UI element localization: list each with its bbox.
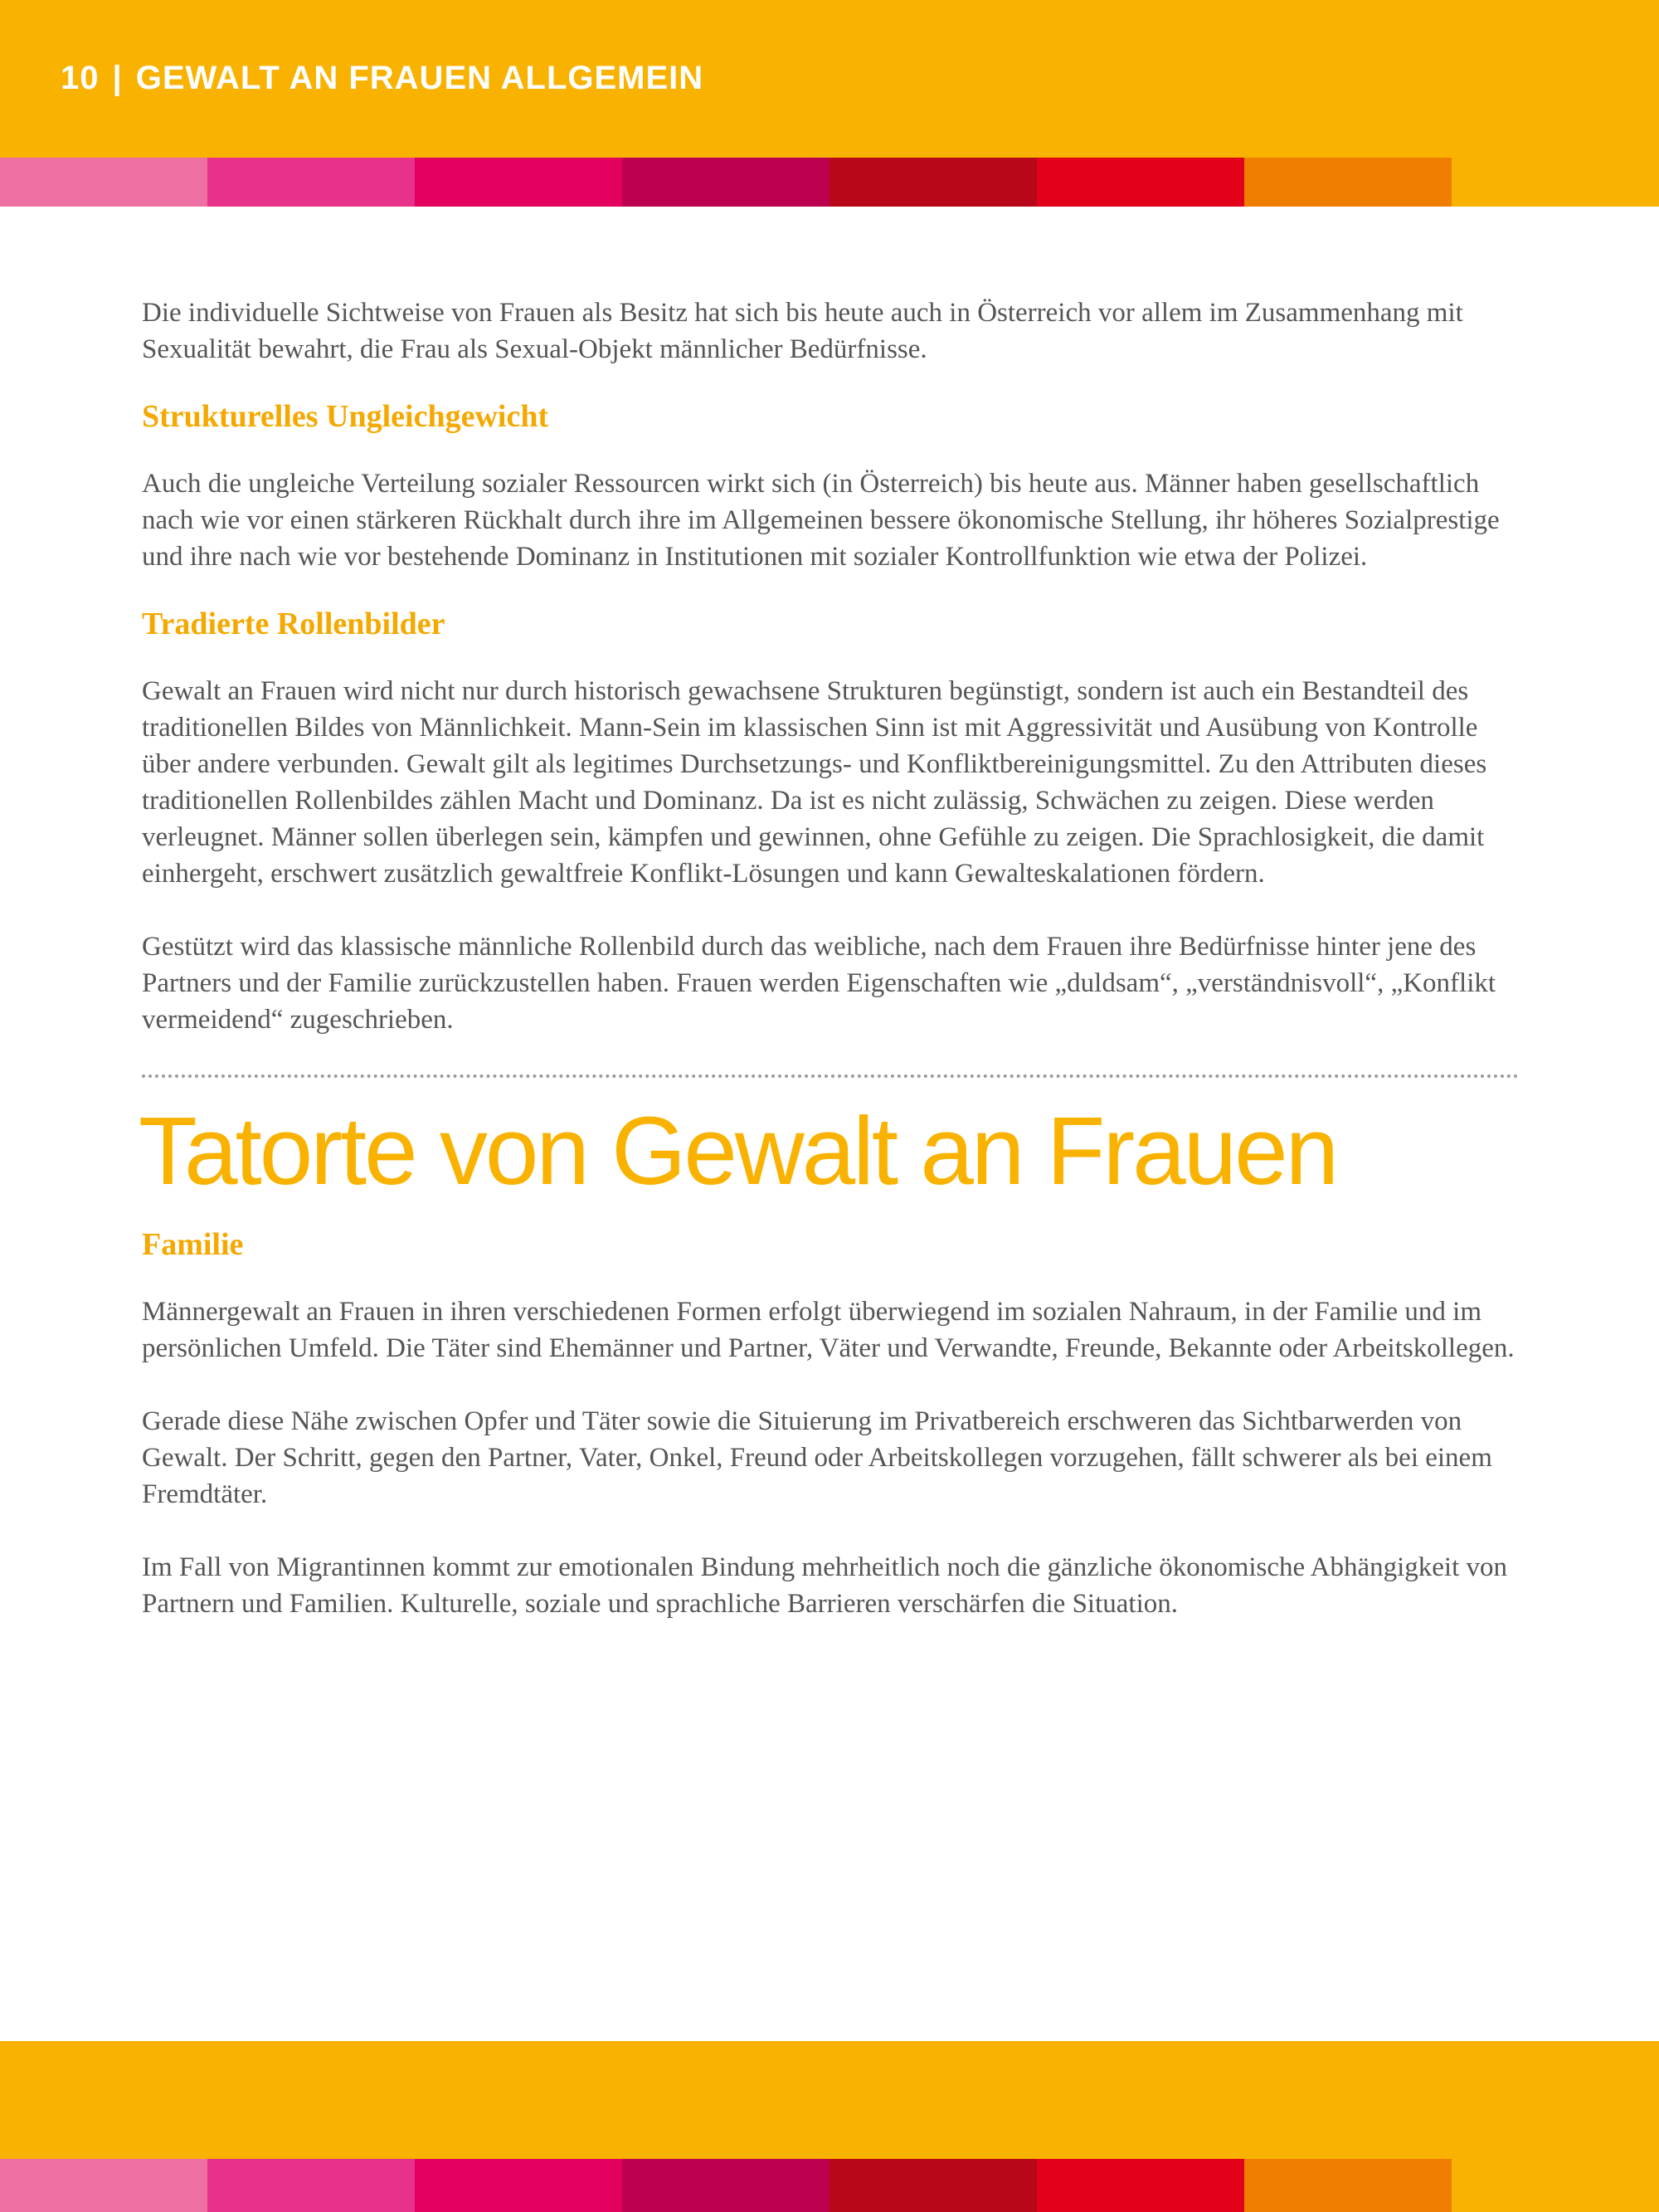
stripe-7 bbox=[1244, 2159, 1452, 2212]
stripe-2 bbox=[207, 2159, 415, 2212]
paragraph-familie-3: Im Fall von Migrantinnen kommt zur emotionalen Bindung mehrheitlich noch die gänzliche ökonomische Abhängigkeit von Partnern und Familien. Kulturelle, soziale und sprachliche Barrieren verschärfen die Situation. bbox=[142, 1552, 1508, 1619]
stripe-4 bbox=[622, 2159, 830, 2212]
stripe-1 bbox=[0, 2159, 207, 2212]
stripe-5 bbox=[830, 158, 1037, 207]
paragraph-rollenbilder-2: Gestützt wird das klassische männliche Rollenbild durch das weibliche, nach dem Frauen ihre Bedürfnisse hinter jene des Partners und der Familie zurückzustellen haben. Frauen werden Eigenschaften wie „duldsam“, „verständnisvoll“, „Konflikt vermeidend“ zugeschrieben. bbox=[142, 932, 1496, 1035]
stripe-5 bbox=[830, 2159, 1037, 2212]
stripe-7 bbox=[1244, 158, 1452, 207]
stripe-2 bbox=[207, 158, 415, 207]
stripe-4 bbox=[622, 158, 830, 207]
paragraph-familie-2: Gerade diese Nähe zwischen Opfer und Täter sowie die Situierung im Privatbereich erschweren das Sichtbarwerden von Gewalt. Der Schritt, gegen den Partner, Vater, Onkel, Freund oder Arbeitskollegen vorzugehen, fällt schwerer als bei einem Fremdtäter. bbox=[142, 1406, 1492, 1509]
page-content bbox=[139, 295, 1519, 1622]
heading-strukturelles-ungleichgewicht: Strukturelles Ungleichgewicht bbox=[142, 399, 549, 434]
heading-tradierte-rollenbilder: Tradierte Rollenbilder bbox=[142, 607, 445, 641]
header-title bbox=[61, 60, 703, 97]
stripe-3 bbox=[415, 158, 622, 207]
page-header bbox=[0, 0, 1659, 158]
stripe-3 bbox=[415, 2159, 622, 2212]
paragraph-familie-1: Männergewalt an Frauen in ihren verschiedenen Formen erfolgt überwiegend im sozialen Nahraum, in der Familie und im persönlichen Umfeld. Die Täter sind Ehemänner und Partner, Väter und Verwandte, Freunde, Bekannte oder Arbeitskollegen. bbox=[142, 1297, 1515, 1363]
dotted-divider bbox=[142, 1074, 1519, 1078]
paragraph-strukturelles: Auch die ungleiche Verteilung sozialer Ressourcen wirkt sich (in Österreich) bis heute aus. Männer haben gesellschaftlich nach wie vor einen stärkeren Rückhalt durch ihre im Allgemeinen bessere ökonomische Stellung, ihr höheres Sozialprestige und ihre nach wie vor bestehende Dominanz in Institutionen mit sozialer Kontrollfunktion wie etwa der Polizei. bbox=[142, 469, 1500, 572]
header-separator: | bbox=[112, 60, 123, 96]
stripe-fill bbox=[1452, 2159, 1659, 2212]
page-number: 10 bbox=[61, 60, 100, 96]
bottom-color-stripes bbox=[0, 2159, 1659, 2212]
paragraph-rollenbilder-1: Gewalt an Frauen wird nicht nur durch historisch gewachsene Strukturen begünstigt, sondern ist auch ein Bestandteil des traditionellen Bildes von Männlichkeit. Mann-Sein im klassischen Sinn ist mit Aggressivität und Ausübung von Kontrolle über andere verbunden. Gewalt gilt als legitimes Durchsetzungs- und Konfliktbereinigungsmittel. Zu den Attributen dieses traditionellen Rollenbildes zählen Macht und Dominanz. Da ist es nicht zulässig, Schwächen zu zeigen. Diese werden verleugnet. Männer sollen überlegen sein, kämpfen und gewinnen, ohne Gefühle zu zeigen. Die Sprachlosigkeit, die damit einhergeht, erschwert zusätzlich gewaltfreie Konflikt-Lösungen und kann Gewalteskalationen fördern. bbox=[142, 676, 1487, 889]
stripe-6 bbox=[1037, 2159, 1244, 2212]
footer-band bbox=[0, 2041, 1659, 2159]
top-color-stripes bbox=[0, 158, 1659, 207]
section-title: GEWALT AN FRAUEN ALLGEMEIN bbox=[135, 60, 704, 96]
stripe-6 bbox=[1037, 158, 1244, 207]
main-section-title: Tatorte von Gewalt an Frauen bbox=[139, 1097, 1337, 1205]
heading-familie: Familie bbox=[142, 1227, 244, 1262]
stripe-1 bbox=[0, 158, 207, 207]
stripe-fill bbox=[1452, 158, 1659, 207]
intro-paragraph: Die individuelle Sichtweise von Frauen als Besitz hat sich bis heute auch in Österreich vor allem im Zusammenhang mit Sexualität bewahrt, die Frau als Sexual-Objekt männlicher Bedürfnisse. bbox=[142, 298, 1463, 364]
